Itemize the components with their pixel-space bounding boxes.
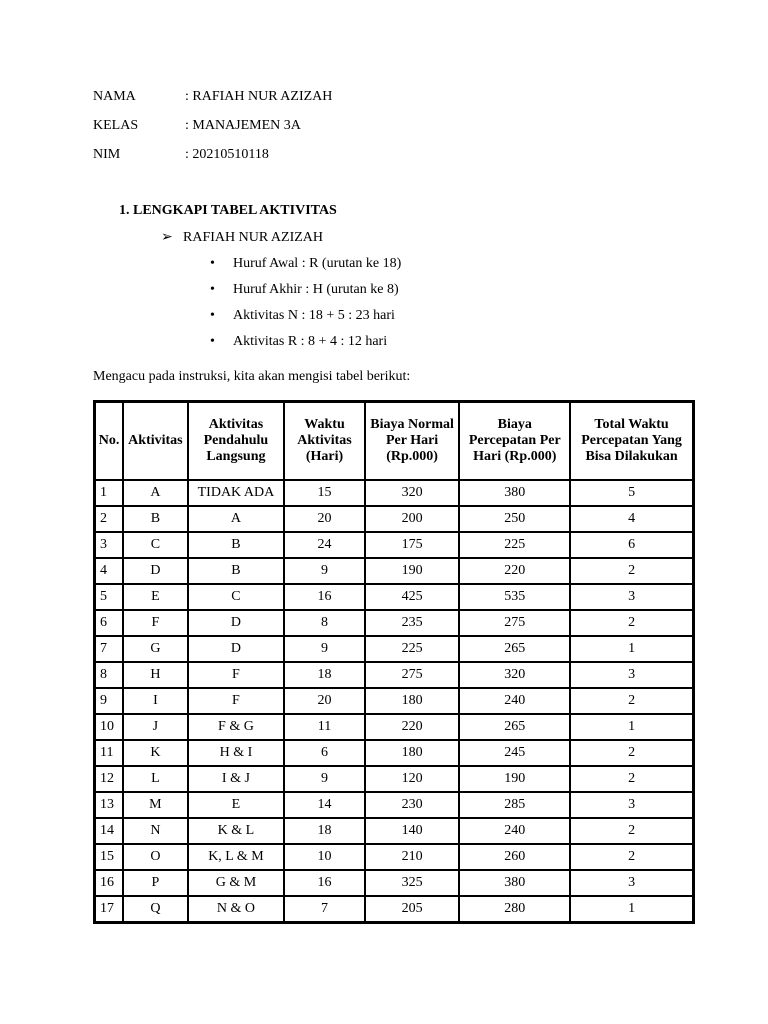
- cell-biaya-normal: 120: [365, 766, 460, 792]
- cell-biaya-percepatan: 535: [459, 584, 570, 610]
- cell-biaya-normal: 140: [365, 818, 460, 844]
- cell-pendahulu: D: [188, 636, 285, 662]
- cell-biaya-normal: 205: [365, 896, 460, 922]
- cell-pendahulu: B: [188, 532, 285, 558]
- cell-waktu: 24: [284, 532, 365, 558]
- cell-biaya-percepatan: 260: [459, 844, 570, 870]
- cell-aktivitas: C: [123, 532, 187, 558]
- bullet-text: Aktivitas N : 18 + 5 : 23 hari: [233, 308, 395, 323]
- cell-total-waktu: 3: [570, 792, 693, 818]
- table-row: [95, 740, 693, 766]
- cell-biaya-percepatan: 240: [459, 818, 570, 844]
- subheading-line: [161, 229, 323, 246]
- cell-no: 14: [95, 818, 123, 844]
- cell-no: 4: [95, 558, 123, 584]
- bullet-text: Huruf Akhir : H (urutan ke 8): [233, 282, 399, 297]
- cell-pendahulu: N & O: [188, 896, 285, 922]
- cell-no: 12: [95, 766, 123, 792]
- cell-waktu: 10: [284, 844, 365, 870]
- cell-pendahulu: E: [188, 792, 285, 818]
- cell-biaya-normal: 325: [365, 870, 460, 896]
- cell-biaya-normal: 425: [365, 584, 460, 610]
- cell-total-waktu: 1: [570, 714, 693, 740]
- cell-no: 10: [95, 714, 123, 740]
- cell-no: 17: [95, 896, 123, 922]
- cell-biaya-normal: 275: [365, 662, 460, 688]
- kelas-label: KELAS: [93, 118, 139, 133]
- cell-pendahulu: H & I: [188, 740, 285, 766]
- cell-aktivitas: B: [123, 506, 187, 532]
- cell-aktivitas: Q: [123, 896, 187, 922]
- table-row: [95, 506, 693, 532]
- bullet-dot-icon: •: [210, 282, 215, 297]
- cell-pendahulu: K & L: [188, 818, 285, 844]
- bullet-dot-icon: •: [210, 308, 215, 323]
- cell-biaya-percepatan: 240: [459, 688, 570, 714]
- cell-biaya-normal: 175: [365, 532, 460, 558]
- bullet-dot-icon: •: [210, 256, 215, 271]
- cell-total-waktu: 3: [570, 662, 693, 688]
- cell-waktu: 18: [284, 662, 365, 688]
- cell-waktu: 16: [284, 870, 365, 896]
- cell-total-waktu: 4: [570, 506, 693, 532]
- cell-aktivitas: P: [123, 870, 187, 896]
- cell-waktu: 18: [284, 818, 365, 844]
- section-heading: 1. LENGKAPI TABEL AKTIVITAS: [119, 203, 337, 218]
- cell-biaya-percepatan: 245: [459, 740, 570, 766]
- cell-no: 6: [95, 610, 123, 636]
- table-row: [95, 610, 693, 636]
- cell-aktivitas: M: [123, 792, 187, 818]
- cell-no: 5: [95, 584, 123, 610]
- bullet-item: [210, 334, 387, 350]
- cell-biaya-normal: 190: [365, 558, 460, 584]
- cell-aktivitas: H: [123, 662, 187, 688]
- cell-total-waktu: 6: [570, 532, 693, 558]
- cell-no: 8: [95, 662, 123, 688]
- cell-waktu: 16: [284, 584, 365, 610]
- cell-waktu: 9: [284, 636, 365, 662]
- nama-label: NAMA: [93, 89, 136, 104]
- cell-biaya-percepatan: 320: [459, 662, 570, 688]
- table-row: [95, 662, 693, 688]
- cell-no: 16: [95, 870, 123, 896]
- table-row: [95, 584, 693, 610]
- cell-waktu: 20: [284, 688, 365, 714]
- cell-total-waktu: 2: [570, 766, 693, 792]
- cell-waktu: 11: [284, 714, 365, 740]
- cell-aktivitas: D: [123, 558, 187, 584]
- cell-pendahulu: I & J: [188, 766, 285, 792]
- nama-value: : RAFIAH NUR AZIZAH: [185, 89, 333, 104]
- bullet-dot-icon: •: [210, 334, 215, 349]
- cell-aktivitas: K: [123, 740, 187, 766]
- cell-pendahulu: B: [188, 558, 285, 584]
- cell-pendahulu: A: [188, 506, 285, 532]
- cell-no: 1: [95, 480, 123, 506]
- cell-biaya-percepatan: 190: [459, 766, 570, 792]
- table-body: [95, 480, 693, 922]
- cell-total-waktu: 3: [570, 584, 693, 610]
- cell-pendahulu: C: [188, 584, 285, 610]
- bullet-text: Aktivitas R : 8 + 4 : 12 hari: [233, 334, 388, 349]
- cell-no: 7: [95, 636, 123, 662]
- cell-aktivitas: E: [123, 584, 187, 610]
- cell-no: 11: [95, 740, 123, 766]
- cell-biaya-normal: 235: [365, 610, 460, 636]
- cell-pendahulu: K, L & M: [188, 844, 285, 870]
- cell-biaya-percepatan: 250: [459, 506, 570, 532]
- cell-waktu: 9: [284, 766, 365, 792]
- nim-value: : 20210510118: [185, 147, 269, 162]
- cell-biaya-percepatan: 225: [459, 532, 570, 558]
- cell-biaya-normal: 225: [365, 636, 460, 662]
- cell-total-waktu: 1: [570, 636, 693, 662]
- cell-biaya-percepatan: 275: [459, 610, 570, 636]
- cell-waktu: 9: [284, 558, 365, 584]
- cell-waktu: 8: [284, 610, 365, 636]
- cell-waktu: 7: [284, 896, 365, 922]
- kelas-value: : MANAJEMEN 3A: [185, 118, 301, 133]
- cell-biaya-percepatan: 265: [459, 636, 570, 662]
- activity-table: [93, 400, 695, 924]
- table-row: [95, 532, 693, 558]
- cell-total-waktu: 2: [570, 688, 693, 714]
- cell-total-waktu: 2: [570, 558, 693, 584]
- cell-biaya-percepatan: 220: [459, 558, 570, 584]
- cell-aktivitas: I: [123, 688, 187, 714]
- cell-total-waktu: 2: [570, 740, 693, 766]
- cell-biaya-normal: 180: [365, 740, 460, 766]
- cell-biaya-percepatan: 380: [459, 870, 570, 896]
- cell-total-waktu: 1: [570, 896, 693, 922]
- cell-biaya-normal: 220: [365, 714, 460, 740]
- cell-no: 13: [95, 792, 123, 818]
- cell-aktivitas: O: [123, 844, 187, 870]
- table-row: [95, 714, 693, 740]
- cell-no: 15: [95, 844, 123, 870]
- cell-no: 9: [95, 688, 123, 714]
- cell-aktivitas: G: [123, 636, 187, 662]
- cell-biaya-normal: 320: [365, 480, 460, 506]
- cell-pendahulu: F: [188, 688, 285, 714]
- arrow-bullet-icon: ➢: [161, 230, 173, 245]
- cell-total-waktu: 3: [570, 870, 693, 896]
- header-waktu: Waktu Aktivitas (Hari): [284, 402, 365, 480]
- table-row: [95, 792, 693, 818]
- cell-biaya-percepatan: 380: [459, 480, 570, 506]
- cell-pendahulu: D: [188, 610, 285, 636]
- header-pendahulu: Aktivitas Pendahulu Langsung: [188, 402, 285, 480]
- cell-no: 3: [95, 532, 123, 558]
- header-biaya-percepatan: Biaya Percepatan Per Hari (Rp.000): [459, 402, 570, 480]
- intro-text: Mengacu pada instruksi, kita akan mengisi tabel berikut:: [93, 369, 411, 384]
- cell-biaya-normal: 180: [365, 688, 460, 714]
- bullet-item: [210, 256, 401, 272]
- header-total-waktu: Total Waktu Percepatan Yang Bisa Dilakukan: [570, 402, 693, 480]
- header-biaya-normal: Biaya Normal Per Hari (Rp.000): [365, 402, 460, 480]
- table-row: [95, 896, 693, 922]
- cell-aktivitas: N: [123, 818, 187, 844]
- cell-aktivitas: A: [123, 480, 187, 506]
- table-row: [95, 688, 693, 714]
- subheading: RAFIAH NUR AZIZAH: [183, 230, 323, 245]
- cell-total-waktu: 2: [570, 610, 693, 636]
- cell-biaya-percepatan: 280: [459, 896, 570, 922]
- cell-total-waktu: 2: [570, 818, 693, 844]
- cell-no: 2: [95, 506, 123, 532]
- cell-waktu: 20: [284, 506, 365, 532]
- table-row: [95, 844, 693, 870]
- nim-label: NIM: [93, 147, 121, 162]
- table-row: [95, 870, 693, 896]
- bullet-item: [210, 308, 395, 324]
- header-aktivitas: Aktivitas: [123, 402, 187, 480]
- cell-aktivitas: F: [123, 610, 187, 636]
- table-row: [95, 818, 693, 844]
- cell-biaya-normal: 200: [365, 506, 460, 532]
- cell-waktu: 14: [284, 792, 365, 818]
- cell-aktivitas: J: [123, 714, 187, 740]
- table-header-row: [95, 402, 693, 480]
- table-row: [95, 636, 693, 662]
- bullet-text: Huruf Awal : R (urutan ke 18): [233, 256, 402, 271]
- cell-total-waktu: 5: [570, 480, 693, 506]
- table-row: [95, 766, 693, 792]
- cell-pendahulu: G & M: [188, 870, 285, 896]
- cell-waktu: 15: [284, 480, 365, 506]
- cell-aktivitas: L: [123, 766, 187, 792]
- table-row: [95, 480, 693, 506]
- cell-pendahulu: TIDAK ADA: [188, 480, 285, 506]
- cell-waktu: 6: [284, 740, 365, 766]
- table-row: [95, 558, 693, 584]
- cell-biaya-percepatan: 285: [459, 792, 570, 818]
- header-no: No.: [95, 402, 123, 480]
- cell-total-waktu: 2: [570, 844, 693, 870]
- cell-pendahulu: F: [188, 662, 285, 688]
- cell-biaya-normal: 210: [365, 844, 460, 870]
- cell-biaya-percepatan: 265: [459, 714, 570, 740]
- cell-pendahulu: F & G: [188, 714, 285, 740]
- cell-biaya-normal: 230: [365, 792, 460, 818]
- bullet-item: [210, 282, 399, 298]
